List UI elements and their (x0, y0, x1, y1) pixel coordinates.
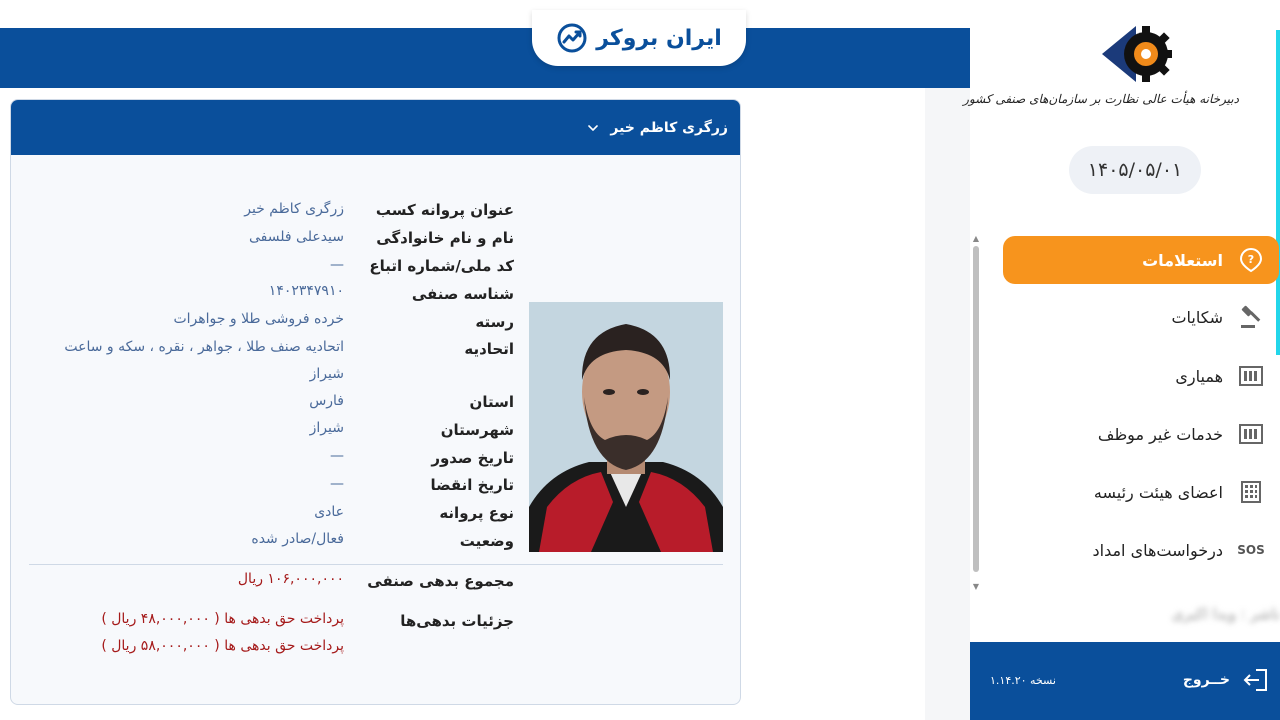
content-gutter (925, 88, 970, 720)
logout-button[interactable] (1183, 666, 1270, 694)
field-label-license-type: نوع پروانه (439, 504, 514, 522)
brand-name: ایران بروکر (596, 25, 722, 51)
menu-item-board-members[interactable] (1003, 468, 1279, 516)
field-label-category: رسته (475, 313, 514, 331)
field-value-issue-date: — (330, 448, 344, 464)
license-card-header[interactable] (11, 100, 740, 155)
menu-label: استعلامات (1142, 250, 1223, 270)
total-debt-value: ۱۰۶,۰۰۰,۰۰۰ ریال (237, 571, 344, 587)
person-portrait-icon (529, 302, 723, 552)
brand-chart-icon (556, 22, 588, 54)
org-logo (963, 22, 1245, 122)
org-emblem-icon (1030, 22, 1245, 92)
field-label-full-name: نام و نام خانوادگی (376, 229, 514, 247)
divider (29, 564, 723, 565)
logout-label: خــروج (1182, 672, 1230, 688)
menu-item-cooperation[interactable] (1003, 352, 1279, 400)
menu-item-optional-services[interactable] (1003, 410, 1279, 458)
field-label-union: اتحادیه (464, 340, 514, 358)
menu-label: درخواست‌های امداد (1092, 540, 1223, 560)
total-debt-label: مجموع بدهی صنفی (367, 572, 514, 590)
debt-detail-item: پرداخت حق بدهی ها ( ۴۸,۰۰۰,۰۰۰ ریال ) (101, 611, 344, 627)
sidebar-footer (970, 642, 1280, 720)
field-value-license-title: زرگری کاظم خیر (244, 201, 344, 217)
debt-details-label: جزئیات بدهی‌ها (400, 612, 514, 630)
field-value-category: خرده فروشی طلا و جواهرات (173, 311, 344, 327)
field-value-license-type: عادی (314, 504, 344, 520)
field-value-full-name: سیدعلی فلسفی (249, 229, 344, 245)
menu-label: اعضای هیئت رئیسه (1093, 482, 1223, 502)
field-value-national-id: — (330, 257, 344, 273)
menu-label: خدمات غیر موظف (1097, 424, 1223, 444)
sos-icon: SOS (1237, 543, 1265, 557)
field-value-union: اتحادیه صنف طلا ، جواهر ، نقره ، سکه و ساعت (64, 339, 344, 355)
field-label-national-id: کد ملی/شماره اتباع (369, 257, 514, 275)
menu-item-emergency-requests[interactable] (1003, 526, 1279, 574)
building-icon (1237, 478, 1265, 506)
grid-card-icon (1237, 420, 1265, 448)
field-label-province: استان (469, 393, 514, 411)
org-name: دبیرخانه هیأت عالی نظارت بر سازمان‌های صنفی کشور (963, 92, 1239, 106)
field-value-union-city: شیراز (309, 366, 344, 382)
field-label-issue-date: تاریخ صدور (431, 449, 514, 467)
chevron-down-icon (586, 121, 600, 135)
field-label-guild-id: شناسه صنفی (411, 285, 514, 303)
menu-label: همیاری (1175, 366, 1223, 386)
scroll-down-arrow[interactable]: ▼ (972, 582, 980, 591)
grid-card-icon (1237, 362, 1265, 390)
license-card-title: زرگری کاظم خیر (610, 119, 728, 136)
field-label-status: وضعیت (459, 532, 514, 550)
menu-item-inquiries[interactable] (1003, 236, 1279, 284)
brand-logo[interactable] (532, 10, 746, 66)
field-value-city: شیراز (309, 420, 344, 436)
field-label-expiry-date: تاریخ انقضا (430, 476, 514, 494)
menu-item-complaints[interactable] (1003, 293, 1279, 341)
logout-icon (1242, 666, 1270, 694)
svg-text:?: ? (1247, 253, 1255, 266)
profile-photo (529, 302, 723, 552)
gavel-icon (1237, 303, 1265, 331)
field-label-license-title: عنوان پروانه کسب (375, 201, 514, 219)
current-date: ۱۴۰۵/۰۵/۰۱ (1069, 146, 1201, 194)
blurred-user-info: ناشر : ویدا اکبری (1171, 605, 1280, 623)
field-value-expiry-date: — (330, 476, 344, 492)
field-value-guild-id: ۱۴۰۲۳۴۷۹۱۰ (268, 283, 344, 299)
field-label-city: شهرستان (440, 421, 514, 439)
scroll-up-arrow[interactable]: ▲ (972, 234, 980, 243)
question-pin-icon (1237, 246, 1265, 274)
menu-label: شکایات (1171, 307, 1223, 327)
app-version: نسخه ۱.۱۴.۲۰ (990, 674, 1056, 687)
field-value-status: فعال/صادر شده (251, 531, 344, 547)
field-value-province: فارس (309, 393, 344, 409)
top-header-band (0, 25, 970, 88)
debt-detail-item: پرداخت حق بدهی ها ( ۵۸,۰۰۰,۰۰۰ ریال ) (101, 638, 344, 654)
scrollbar-thumb[interactable] (973, 246, 979, 572)
